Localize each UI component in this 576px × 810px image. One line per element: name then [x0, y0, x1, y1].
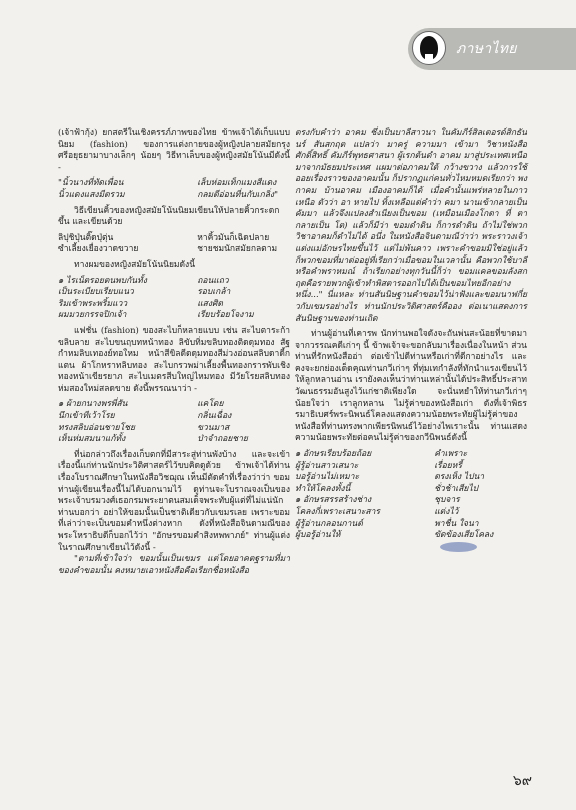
- verse-line: แสงศิต: [197, 298, 223, 309]
- verse-line: บอรู้อ่านไม่เหมาะ: [295, 472, 360, 483]
- paragraph: "ตามที่เข้าใจว่า ขอมนั้นเป็นเขมร แต่โดยอาคตฐรามที่มาของคำขอมนั้น คงหมายเอาหนังสือคือเรียกชื่อหนังสือ: [58, 554, 290, 576]
- verse-line: แต่งไว้: [434, 507, 459, 517]
- verse-line: คำเพราะ: [434, 449, 468, 460]
- verse-line: ชายชมนักสมัยกลตาม: [197, 244, 278, 255]
- verse-line: ๑ ไรเน็ตรอยตนพบกันทั้ง: [58, 275, 147, 286]
- verse-line: ตรงเห็ง ไปนา: [434, 472, 485, 483]
- verse-line: นิ้วแดงแสงมีตรวม: [58, 189, 125, 200]
- verse-block: [58, 276, 290, 322]
- verse-line: ซำเลี้ยงเยื่องวาดขวาย: [58, 244, 139, 255]
- verse-line: เป็นระเบียบเรียบแนว: [58, 287, 134, 298]
- verse-line: เรื่อยหรี้: [434, 460, 462, 471]
- verse-line: ผู้บอรู้อ่านให้: [295, 530, 341, 541]
- verse-line: ชุบจาร: [434, 495, 460, 506]
- paragraph: (เจ้าฟ้ากุ้ง) ยกสตรีในเชิงครรภ์ภาพของไทย ข้าพเจ้าได้เก็บแบบนิยม (fashion) ของการแต่งกายของผู้หญิงปลายสมัยกรุงศรีอยุธยามาบางเล็กๆ น้อยๆ วิธีทาเล็บของผู้หญิงสมัยโน้นมีดังนี้ -: [58, 128, 290, 173]
- verse-line: ผู้รู้อ่านสาวเสนาะ: [295, 460, 359, 471]
- verse-line: ทรงสลิบอ่อนชายโชย: [58, 422, 135, 433]
- section-logo-icon: [412, 31, 446, 65]
- paragraph: ที่น่อกล่าวถึงเรื่องเก็บตกที่มีสาระสู่ท่านพังบ้าง และจะเข้าเรื่องนี้แก่ท่านนักประวิติศาสตร์ไว้ขบคิดดูด้วย ข้าพเจ้าได้ท่านเรื่องโบราณศึกษาในหนังสือวิชฌุณ เห็นมีตัดคำที่เรื่องว่าว่า ขอม ท่านผู้เขียนเรื่องนี้ไม่ได้บอกนามไว้ ดูท่านจะโบราณจงเป็นของพระเจ้าบรมวงศ์เธอกรมพระยาตนสมเด็จพระทับผู้แต่ที่ไม่แน่นัก ท่านบอกว่า อย่าให้ขอมนั้นเป็นชาติเดียวกับเขมรเลย เพราะขอมที่เล่าว่าจะเป็นขอมคำหนึ่งต่างหาก ดังที่หนังสือจินดามณีของพระโหราธิบดีก็บอกไว้ว่า "อักษรขอมคำสิงหพพาภย์" ท่านผู้แต่งในราณศึกษาเขียนไว้ดังนี้ -: [58, 449, 290, 553]
- page-number: ๖๙: [512, 773, 532, 789]
- verse-line: หาคิ้วมันก็เฉิดปลาย: [197, 232, 270, 243]
- verse-block: [58, 233, 290, 256]
- verse-line: ถอนแถว: [197, 275, 229, 286]
- paragraph: วิธีเขียนคิ้วของหญิงสมัยโน้นนิยมเขียนให้ปลายคิ้วกระดกขึ้น และเขียนด้วย: [58, 205, 280, 228]
- verse-line: ชั่วช้าเสียไป: [434, 483, 479, 494]
- verse-line: ผู้รู้อ่านกลอนกานต์: [295, 518, 363, 529]
- verse-line: ลิปุชิปุ่นติ๊ดปุ่ตุ่น: [58, 232, 114, 243]
- paragraph: ตรงกับคำว่า อาคม ซึ่งเป็นบาลีสาวนา ในคัมภีร์สิลเตอรด์สิกธันนร์ สันสกฤต แปลว่า มาครู่ ความมา เข้ามา วิชาหนังสือศักดิ์สิทธิ์ คัมภีร์พุทธศาสนา ผู้เรกต้นดำ อาคม มาสู่ประเทศเหนือ มาจากมัธยมประเทศ แผมาต่อภาคมใต้ กว้างขวาง แล้วการใช้ออยเรื่องราวของอาคมนั้น ก็ปรากฏแก่คนทั่วไหมหมดเรียกว่า พงกาคม บ้านอาคม เมืองอาคมก็ได้ เมื่อคำนั้นแพร่หลายในภาวเหนือ ตัวว่า อา หายไป ทิ้งเหลือแต่คำว่า คมา นานเข้ากลายเป็น คัมมา แล้วจึงแปลงสำเนียงเป็นขอม (เหมือนเมืองโกตา ที่ ตา กลายเป็น โต) แล้วก็มีว่า ขอมดำดิน ก็การดำดิน ถ้าไม่ใช่พวกวิชาอาคมก็ดำไม่ได้ อนึ่ง ในหนังสือจินดามณีว่าว่า พระราวงเจ้าแต่งแม่อักษรไทยขึ้นไว้ แต่ไม่พ้นคาว เพราะคำขอมมิใช่อยู่แล้ว ก็พวกขอมที่มาต่ออยู่ที่เรียกว่าเมื่อขอมในเวลานั้น คือพวกใช้บาลีหรือคำพราหมณ์ ถ้าเรียกอย่างทุกวันนี้ก็ว่า ขอมแคลขอมลังสกฤตคือรายพวกผู้เข้าทำพิสตารออกไปได้เป็นขอมไทยอีกอย่างหนึ่ง..." นี่แหละ ท่านสันนิษฐานคำขอมไว้น่าฟังและขอมนาฟกี่ยวกับเขมรอย่างไร ท่านนักประวิติศาสตร์คืออง ต่อเนาแสดงการสันนิษฐานของท่านเถิด: [295, 128, 527, 324]
- verse-line: โคลงกี่เพราะเสนาะสาร: [295, 507, 380, 517]
- verse-line: ๑ ผ้ายกนางพรพี่สัน: [58, 399, 128, 410]
- verse-block: [58, 399, 290, 445]
- verse-line: เล็บห่อมเท็กแมงสีแดง: [197, 178, 277, 189]
- verse-line: ขวนมาส: [197, 422, 230, 433]
- verse-line: เห็นห่มสมนาแก้ทั้ง: [58, 434, 126, 445]
- verse-line: ๑ อักษรเรียบร้อยถ้อย: [295, 449, 372, 460]
- verse-block: [295, 449, 527, 554]
- verse-line: ๑ อักษรสรรสร้างช่าง: [295, 495, 372, 506]
- verse-line: กลิ่นเฉื่อง: [197, 411, 232, 422]
- verse-line: รอบเกล้า: [197, 287, 231, 298]
- verse-line: พาชื่น ใจนา: [434, 518, 479, 529]
- verse-line: ทำให้โคลงทั้งนี้: [295, 483, 351, 494]
- left-column: [58, 128, 290, 577]
- verse-line: ขัดข้องเสียโคลง: [434, 530, 494, 541]
- paragraph: ท่านผู้อ่านที่เคารพ นักท่านพอใจดังจะถันพ่นสะน้อยที่ขาดมาจากวรรณคดีเก่าๆ นี้ ข้าพเจ้าจะขอกลับมาเรื่องเนื่องในหน้า ส่วนท่านที่รักหนังสืออ่า ต่อเข้าไปดีท่านหรือเก่าที่ดีกาอย่างไร และคงจะยกย่องเด็ดคุณท่านกวีเก่าๆ ที่ทุ่มเทกำลังที่ทักนำแรงเขียนไว้ให้ลูกหลานอ่าน เรายังคงเห็นว่าท่านเหล่านั้นได้ประสิทธิ์ประสาทวัฒนธรรมอันสูงไว้แก่ชาติเพียงใด จะนั่นหยำให้ท่านกวีเก่าๆ น้อยใจว่า เราลูกหลาน ไม่รู้ค่าของหนังสือเก่า ดังที่เจ้าพิธรรมาธิเบศร์พระนิพนธ์โคลงแสดงความน้อยพระทัยผู้ไม่รู้ค่าของหนังสือที่ท่านทรงพากเพียรนิพนธ์ไว้อย่างไพเราะนั้น ท่านแสดงความน้อยพระทัยต่อคนไม่รู้ค่าของกวีนิพนธ์ดังนี้: [295, 329, 527, 444]
- end-mark-icon: [440, 542, 477, 552]
- paragraph: ทางผมของหญิงสมัยโน้นนิยมดังนี้: [74, 259, 196, 270]
- section-header: [408, 28, 576, 70]
- verse-line: แคโดย: [197, 399, 224, 410]
- verse-line: เรียบร้อยโจงาม: [197, 310, 254, 321]
- verse-block: [58, 178, 290, 201]
- verse-line: นึกเข้าทีเว้าโรย: [58, 411, 115, 422]
- right-column: [295, 128, 527, 558]
- verse-line: ผมมวยกรรจปิกเจ้า: [58, 310, 127, 321]
- verse-line: ป่าจำถอยชาย: [197, 434, 248, 445]
- verse-line: "นิ้วนางที่ทัดเพื่อน: [58, 178, 124, 189]
- paragraph: แฟชั่น (fashion) ของสะไบก็หลายแบบ เช่น สะไบตาระก้าขลิบลาย สะไบขนฤบทหน้าทอง ลิขับทิ่มขลิบทองติดดุมทอง สัฐกำหมลิบเทองย์ทอใหม หน้าสีขิลดีดดุมทองสีม่วงอ่อนสลิบดาดี้กแตน ผ้าโกหราทลิบทอง สะไบกรวพม่าเลี้ยงพื้นทองกรารพับเชิงทองหน้าเขียรยาภ สะไบเมตรสีบใหญ่ไหมทอง มีวัยโรยสลิบทองห่มสองใหม่สลดขาย ดังนี้พรรณนาว่า -: [58, 325, 290, 394]
- section-title: ภาษาไทย: [456, 41, 517, 57]
- verse-line: กลมตีอ่อนที่นกับเกลิ่ง": [197, 189, 278, 200]
- verse-line-end: [434, 530, 527, 554]
- verse-line: ริมเข้าพระพริ้มแวว: [58, 298, 128, 309]
